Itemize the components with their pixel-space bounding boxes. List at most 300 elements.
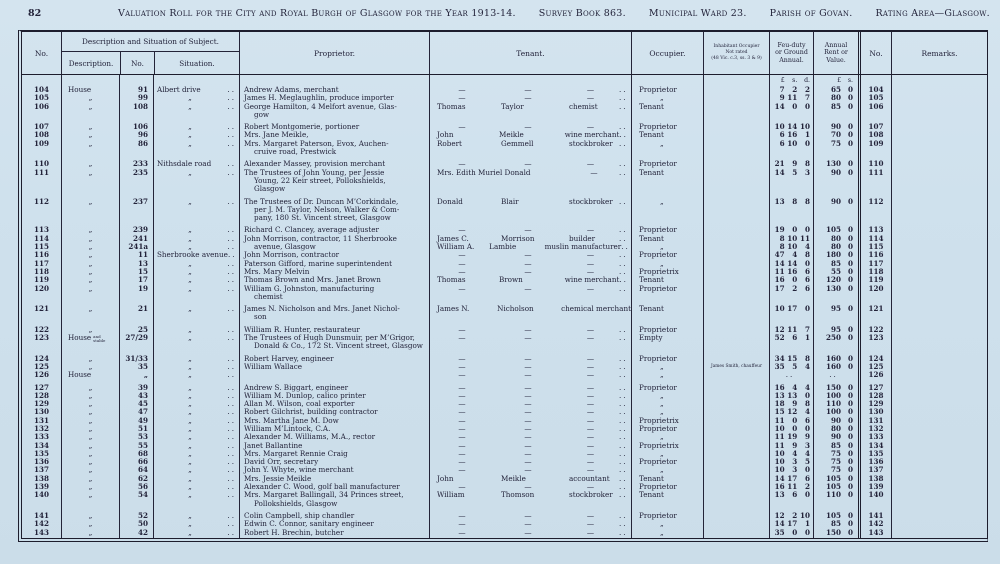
feu-shillings: 2: [792, 283, 798, 293]
inhabitant-occupier: James Smith, chauffeur: [704, 363, 770, 371]
leader-dots: ..: [227, 440, 236, 450]
rent-shillings: 0: [847, 196, 853, 206]
situation-cell: [154, 491, 240, 508]
leader-dots: ..: [619, 457, 628, 467]
feu-pounds: 7: [779, 85, 785, 94]
row-number-right: 124: [858, 351, 892, 363]
tenant-surname: —: [524, 225, 532, 235]
feu-shillings: 16: [787, 130, 798, 140]
feu-pounds: 16: [774, 482, 785, 492]
row-number-left: 135: [22, 450, 62, 458]
row-number-right: 138: [858, 475, 892, 483]
occupier: Proprietrix: [632, 417, 704, 425]
rent-shillings: 0: [847, 519, 853, 529]
feu-pence: 1: [804, 333, 810, 343]
inhabitant-occupier: [704, 156, 770, 168]
house-number: 241a: [120, 243, 154, 251]
table-row: [22, 380, 987, 392]
house-number: 17: [120, 276, 154, 284]
situation: „: [188, 399, 192, 409]
units-spacer: [892, 75, 987, 86]
situation: „: [188, 283, 192, 293]
leader-dots: ..: [227, 382, 236, 392]
row-number-right: 114: [858, 235, 892, 243]
table-row: [22, 140, 987, 157]
leader-dots: ..: [619, 390, 628, 400]
tenant-surname: —: [524, 122, 532, 132]
feu-pence: 11: [799, 233, 810, 243]
house-number: „: [120, 371, 154, 379]
remarks-cell: [892, 508, 987, 520]
proprietor-line: The Trustees of John Young, per Jessie: [244, 167, 385, 177]
tenant-surname: Lambie: [489, 242, 517, 252]
feu-pounds: 11: [774, 432, 785, 442]
situation: „: [188, 333, 192, 343]
table-row: [22, 260, 987, 268]
row-number-left: 115: [22, 243, 62, 251]
house-number: 42: [120, 529, 154, 537]
tenant-cell: [430, 334, 632, 351]
tenant-occupation: —: [586, 448, 595, 458]
house-number: 19: [120, 285, 154, 302]
proprietor-line: Robert Montgomerie, portioner: [244, 122, 360, 132]
row-number-left: 109: [22, 140, 62, 157]
tenant-surname: Gemmell: [501, 138, 534, 148]
remarks-cell: [892, 119, 987, 131]
feu-pounds: 14: [774, 473, 785, 483]
tenant-occupation: —: [586, 390, 595, 400]
table-row: [22, 417, 987, 425]
tenant-cell: [430, 103, 632, 120]
inhabitant-occupier: [704, 334, 770, 351]
feu-shillings: 2: [792, 510, 798, 520]
annual-rent: [814, 529, 858, 537]
tenant-occupation: —: [586, 382, 595, 392]
rent-shillings: 0: [847, 275, 853, 285]
row-number-left: 143: [22, 529, 62, 537]
tenant-occupation: —: [586, 258, 595, 268]
table-row: [22, 334, 987, 351]
description: „: [88, 242, 93, 252]
rent-pounds: 80: [830, 93, 841, 103]
tenant-occupation: —: [586, 353, 595, 363]
rent-shillings: 0: [847, 473, 853, 483]
feu-duty: [770, 371, 814, 379]
feu-pounds: 21: [774, 159, 785, 169]
tenant-forename: —: [458, 465, 466, 475]
row-number-left: 130: [22, 408, 62, 416]
situation-cell: [154, 301, 240, 322]
rent-shillings: 0: [847, 423, 853, 433]
row-number-right: 123: [858, 334, 892, 351]
situation: „: [188, 473, 192, 483]
house-number: 43: [120, 392, 154, 400]
tenant-surname: —: [524, 93, 532, 103]
proprietor-line: Mrs. Mary Melvin: [244, 266, 310, 276]
leader-dots: ..: [619, 159, 628, 169]
proprietor-line: Alexander M. Williams, M.A., rector: [244, 432, 376, 442]
tenant-forename: William: [437, 490, 465, 500]
leader-dots: ..: [619, 510, 628, 520]
feu-duty: [770, 103, 814, 120]
inhabitant-occupier: [704, 194, 770, 223]
tenant-forename: Thomas: [437, 101, 466, 111]
tenant-occupation: —: [586, 510, 595, 520]
proprietor-line: John Morrison, contractor, 11 Sherbrooke: [244, 233, 397, 243]
table-header: [22, 32, 987, 75]
row-number-right: 109: [858, 140, 892, 157]
feu-pence: 6: [804, 473, 810, 483]
rent-shillings: 0: [847, 465, 853, 475]
tenant-forename: —: [458, 159, 466, 169]
col-header-house-no: No.: [120, 52, 154, 74]
description: „: [88, 159, 93, 169]
table-row: [22, 491, 987, 508]
row-number-left: 113: [22, 222, 62, 234]
remarks-cell: [892, 466, 987, 474]
feu-pounds: 11: [774, 266, 785, 276]
remarks-cell: [892, 433, 987, 441]
remarks-cell: [892, 334, 987, 351]
leader-dots: ..: [619, 130, 628, 140]
rent-pounds: 95: [830, 304, 841, 314]
row-number-right: 117: [858, 260, 892, 268]
feu-shillings: 3: [792, 465, 798, 475]
tenant-occupation: —: [586, 482, 595, 492]
description: House: [68, 333, 92, 343]
tenant-forename: —: [458, 440, 466, 450]
inhabitant-occupier: [704, 322, 770, 334]
rent-pounds: 85: [830, 519, 841, 529]
remarks-cell: [892, 276, 987, 284]
feu-shillings: 0: [792, 275, 798, 285]
tenant-forename: —: [458, 85, 466, 94]
row-number-right: 127: [858, 380, 892, 392]
row-number-left: 121: [22, 301, 62, 322]
tenant-occupation: —: [586, 93, 595, 103]
rent-shillings: 0: [847, 250, 853, 260]
feu-duty: [770, 380, 814, 392]
house-number: 21: [120, 301, 154, 322]
row-number-left: 114: [22, 235, 62, 243]
situation-cell: [154, 334, 240, 351]
leader-dots: ..: [227, 415, 236, 425]
description: „: [88, 510, 93, 520]
proprietor-line: pany, 180 St. Vincent street, Glasgow: [254, 213, 391, 223]
feu-shillings: 5: [792, 361, 798, 371]
remarks-cell: [892, 285, 987, 302]
tenant-occupation: —: [586, 440, 595, 450]
description-cell: [62, 491, 120, 508]
house-number: 64: [120, 466, 154, 474]
feu-pounds: 18: [774, 399, 785, 409]
feu-pence: 0: [804, 225, 810, 235]
row-number-left: 132: [22, 425, 62, 433]
proprietor-cell: [240, 169, 430, 194]
rent-shillings: 0: [847, 457, 853, 467]
occupier: Tenant: [632, 491, 704, 508]
leader-dots: ..: [227, 423, 236, 433]
description: „: [88, 167, 93, 177]
proprietor-line: Thomas Brown and Mrs. Janet Brown: [244, 275, 381, 285]
occupier: Tenant: [632, 475, 704, 483]
house-number: 54: [120, 491, 154, 508]
feu-pounds: 6: [779, 138, 785, 148]
feu-shillings: 11: [787, 482, 798, 492]
proprietor-line: Paterson Gifford, marine superintendent: [244, 258, 393, 268]
feu-pounds: 11: [774, 415, 785, 425]
col-header-tenant: Tenant.: [430, 32, 632, 74]
rent-shillings: 0: [847, 353, 853, 363]
tenant-cell: [430, 301, 632, 322]
inhabitant-occupier: [704, 268, 770, 276]
proprietor-line: Mrs. Margaret Ballingall, 34 Princes street,: [244, 490, 404, 500]
feu-pence: 0: [804, 138, 810, 148]
proprietor-line: cruive road, Prestwick: [254, 147, 337, 157]
rent-shillings: 0: [847, 333, 853, 343]
feu-shillings: 10: [787, 242, 798, 252]
proprietor-line: John Y. Whyte, wine merchant: [244, 465, 354, 475]
remarks-cell: [892, 156, 987, 168]
inhabitant-occupier: [704, 260, 770, 268]
row-number-right: 128: [858, 392, 892, 400]
occupier: „: [632, 140, 704, 157]
inhabitant-occupier: [704, 408, 770, 416]
feu-shillings: 9: [792, 399, 798, 409]
tenant-forename: —: [458, 266, 466, 276]
row-number-left: 124: [22, 351, 62, 363]
feu-pounds: 9: [779, 93, 785, 103]
row-number-right: 118: [858, 268, 892, 276]
tenant-surname: —: [524, 283, 532, 293]
row-number-right: 126: [858, 371, 892, 379]
row-number-left: 104: [22, 86, 62, 94]
rent-shillings: 0: [847, 361, 853, 371]
inhabitant-occupier: [704, 94, 770, 102]
table-row: [22, 285, 987, 302]
col-header-group-title: Description and Situation of Subject.: [62, 32, 239, 52]
rent-pounds: 110: [825, 490, 841, 500]
tenant-forename: —: [458, 519, 466, 529]
tenant-forename: Robert: [437, 138, 462, 148]
tenant-occupation: —: [586, 399, 595, 409]
filler-cell: [430, 537, 632, 538]
feu-pounds: 10: [774, 423, 785, 433]
tenant-forename: —: [458, 333, 466, 343]
feu-pence: 10: [799, 122, 810, 132]
remarks-cell: [892, 458, 987, 466]
occupier: Empty: [632, 334, 704, 351]
inhabitant-occupier: [704, 529, 770, 537]
leader-dots: ..: [619, 225, 628, 235]
row-number-left: 140: [22, 491, 62, 508]
description: „: [88, 353, 93, 363]
filler-cell: [154, 537, 240, 538]
remarks-cell: [892, 194, 987, 223]
house-number: 66: [120, 458, 154, 466]
feu-shillings: 17: [787, 473, 798, 483]
situation: „: [188, 130, 192, 140]
tenant-forename: —: [458, 361, 466, 371]
remarks-cell: [892, 260, 987, 268]
proprietor-line: Alexander Massey, provision merchant: [244, 159, 386, 169]
table-row: [22, 529, 987, 537]
feu-duty: [770, 491, 814, 508]
tenant-cell: [430, 491, 632, 508]
tenant-forename: —: [458, 432, 466, 442]
leader-dots: ..: [619, 473, 628, 483]
leader-dots: ..: [227, 527, 236, 537]
feu-shillings: 4: [792, 448, 798, 458]
description-cell: [62, 380, 120, 392]
leader-dots: ..: [227, 85, 236, 94]
feu-pounds: 35: [774, 361, 785, 371]
description: House: [68, 370, 92, 380]
situation: Albert drive: [157, 85, 201, 94]
situation: „: [188, 390, 192, 400]
description: „: [88, 122, 93, 132]
house-number: 52: [120, 508, 154, 520]
rent-shillings: 0: [847, 399, 853, 409]
proprietor-line: William G. Johnston, manufacturing: [244, 283, 375, 293]
feu-pence: 0: [804, 304, 810, 314]
row-number-right: 108: [858, 131, 892, 139]
leader-dots: ..: [619, 196, 628, 206]
row-number-right: 107: [858, 119, 892, 131]
row-number-left: 107: [22, 119, 62, 131]
rent-pounds: 55: [830, 266, 841, 276]
situation: „: [188, 101, 192, 111]
inhabitant-occupier: [704, 103, 770, 120]
tenant-forename: —: [458, 324, 466, 334]
table-row: [22, 322, 987, 334]
table-row: [22, 351, 987, 363]
filler-cell: [120, 537, 154, 538]
situation: „: [188, 233, 192, 243]
row-number-left: 126: [22, 371, 62, 379]
tenant-occupation: —: [586, 423, 595, 433]
row-number-left: 137: [22, 466, 62, 474]
row-number-left: 129: [22, 400, 62, 408]
inhabitant-occupier: [704, 351, 770, 363]
leader-dots: ..: [619, 93, 628, 103]
rent-pounds: 90: [830, 432, 841, 442]
remarks-cell: [892, 94, 987, 102]
rent-pounds: 80: [830, 423, 841, 433]
tenant-forename: James C.: [437, 233, 469, 243]
rent-pounds: 75: [830, 448, 841, 458]
feu-pence: 8: [804, 196, 810, 206]
proprietor-cell: [240, 529, 430, 537]
feu-pence: 8: [804, 399, 810, 409]
rent-pounds: 75: [830, 465, 841, 475]
rent-pounds: 105: [825, 473, 841, 483]
description: „: [88, 465, 93, 475]
feu-shillings: 15: [787, 353, 798, 363]
tenant-occupation: —: [586, 283, 595, 293]
feu-pence: 9: [804, 432, 810, 442]
description: „: [88, 415, 93, 425]
leader-dots: ..: [619, 167, 628, 177]
table-row: [22, 363, 987, 371]
row-number-right: 136: [858, 458, 892, 466]
rent-pounds: 130: [825, 159, 841, 169]
leader-dots: ..: [227, 399, 236, 409]
rent-pounds: 130: [825, 283, 841, 293]
rent-shillings: 0: [847, 448, 853, 458]
description: „: [88, 457, 93, 467]
tenant-occupation: wine merchant: [564, 275, 620, 285]
inhabitant-occupier: [704, 425, 770, 433]
tenant-surname: —: [524, 353, 532, 363]
row-number-left: 108: [22, 131, 62, 139]
leader-dots: ..: [619, 333, 628, 343]
title-municipal-ward: Municipal Ward 23.: [648, 8, 747, 19]
house-number: 239: [120, 222, 154, 234]
table-row: [22, 425, 987, 433]
tenant-occupation: wine merchant: [564, 130, 620, 140]
row-number-right: 130: [858, 408, 892, 416]
rent-pounds: 180: [825, 250, 841, 260]
feu-shillings: 3: [792, 457, 798, 467]
feu-pounds: 10: [774, 122, 785, 132]
leader-dots: ..: [619, 275, 628, 285]
row-number-left: 120: [22, 285, 62, 302]
tenant-occupation: builder: [569, 233, 596, 243]
situation: „: [188, 196, 192, 206]
house-number: 62: [120, 475, 154, 483]
remarks-cell: [892, 169, 987, 194]
tenant-forename: —: [458, 370, 466, 380]
leader-dots: ..: [227, 93, 236, 103]
filler-cell: [858, 537, 892, 538]
rent-shillings: 0: [847, 490, 853, 500]
rent-pounds: 90: [830, 167, 841, 177]
occupier: „: [632, 450, 704, 458]
leader-dots: ..: [619, 283, 628, 293]
feu-duty: [770, 529, 814, 537]
leader-dots: ..: [227, 275, 236, 285]
feu-pounds: 16: [774, 275, 785, 285]
leader-dots: ..: [227, 304, 236, 314]
table-row: [22, 408, 987, 416]
tenant-surname: Blair: [501, 196, 519, 206]
rent-shillings: 0: [847, 440, 853, 450]
feu-pence: 6: [804, 415, 810, 425]
situation: „: [188, 370, 192, 380]
situation: Sherbrooke avenue: [157, 250, 228, 260]
proprietor-line: Glasgow: [254, 184, 286, 194]
inhabitant-occupier: [704, 392, 770, 400]
remarks-cell: [892, 408, 987, 416]
proprietor-line: William M’Lintock, C.A.: [244, 423, 331, 433]
table-row: [22, 520, 987, 528]
row-number-right: 113: [858, 222, 892, 234]
page-number: 82: [28, 8, 42, 19]
feu-pence: 10: [799, 510, 810, 520]
leader-dots: ..: [227, 138, 236, 148]
proprietor-cell: [240, 380, 430, 392]
rent-shillings: 0: [847, 510, 853, 520]
table-row: [22, 156, 987, 168]
leader-dots: ..: [621, 242, 630, 252]
inhabitant-occupier: [704, 417, 770, 425]
situation: „: [188, 440, 192, 450]
tenant-surname: —: [524, 407, 532, 417]
title-survey-book: Survey Book 863.: [538, 8, 626, 19]
tenant-forename: —: [458, 423, 466, 433]
proprietor-line: Robert Harvey, engineer: [244, 353, 334, 363]
